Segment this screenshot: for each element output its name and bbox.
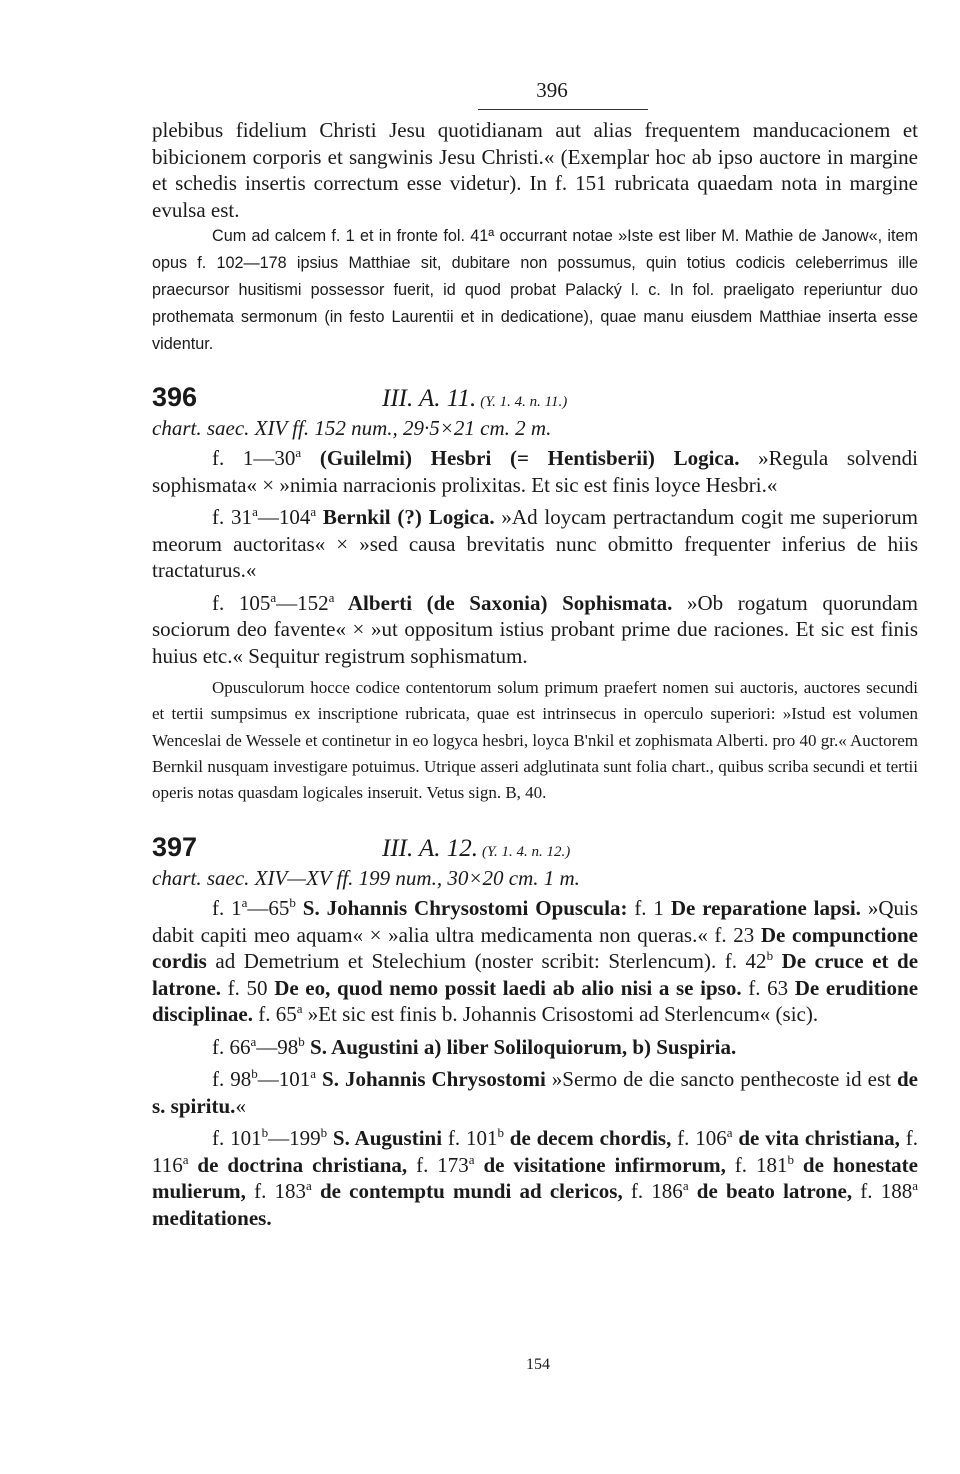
entry-397-item-2: f. 66$^a$—98$^b$ S. Augustini a) liber Soliloquiorum, b) Suspiria. — [212, 1033, 737, 1059]
page-number-top — [182, 78, 922, 109]
entry-397-item-3: f. 98$^b$—101$^a$ S. Johannis Chrysostomi »Sermo de die sancto penthecoste id est de s. spiritu.« — [152, 1066, 918, 1118]
entry-397-item-4: f. 101$^b$—199$^b$ S. Augustini f. 101$^b$ de decem chordis, f. 106$^a$ de vita christiana, f. 116$^a$ de doctrina christiana, f. 173$^a$ de visitatione infirmorum, f. 181$^b$ de honestate mulierum, f. 183$^a$ de contemptu mundi ad clericos, f. 186$^a$ de beato latrone, f. 188$^a$ meditationes. — [152, 1125, 918, 1230]
shelfmark: III. A. 12. — [382, 835, 479, 863]
document-page — [152, 78, 918, 1231]
page-number-bottom — [0, 1356, 960, 1374]
page-number-bottom-text: 154 — [526, 1356, 550, 1373]
entry-397-description: chart. saec. XIV—XV ff. 199 num., 30×20 cm. 1 m. — [152, 866, 580, 891]
entry-396-item-1: f. 1—30$^a$ (Guilelmi) Hesbri (= Hentisberii) Logica. »Regula solvendi sophismata« × »nimia narracionis prolixitas. Et sic est finis loyce Hesbri.« — [152, 445, 918, 497]
old-shelfmark: (Y. 1. 4. n. 12.) — [482, 844, 571, 861]
intro-paragraph-2: Cum ad calcem f. 1 et in fronte fol. 41ª occurrant notae »Iste est liber M. Mathie de Janow«, item opus f. 102—178 ipsius Matthiae sit, dubitare non possumus, quin totius codicis celeberrimus ille praecursor husitismi possessor fuerit, id quod probat Palacký l. c. In fol. praeligato reperiuntur duo prothemata sermonum (in festo Laurentii et in dedicatione), quae manu eiusdem Matthiae inserta esse videntur. — [152, 227, 918, 353]
entry-number: 397 — [152, 832, 198, 863]
entry-number: 396 — [152, 382, 198, 412]
intro-paragraph-1: plebibus fidelium Christi Jesu quotidianam aut alias frequentem manducacionem et bibicionem corporis et sangwinis Jesu Christi.« (Exemplar hoc ab ipso auctore in margine et schedis insertis correctum esse videtur). In f. 151 rubricata quaedam nota in margine evulsa est. — [152, 118, 918, 222]
entry-396-note: Opusculorum hocce codice contentorum solum primum praefert nomen sui auctoris, auctores secundi et tertii sumpsimus ex inscriptione rubricata, quae est intrinsecus in operculo superiori: »Istud est volumen Wenceslai de Wessele et continetur in eo logyca hesbri, loyca B'nkil et zophismata Alberti. pro 40 gr.« Auctorem Bernkil nusquam investigare potuimus. Utrique asseri adglutinata sunt folia chart., quibus scriba secundi et tertii operis notas quasdam logicales inseruit. Vetus sign. B, 40. — [152, 678, 918, 803]
entry-396-item-3: f. 105$^a$—152$^a$ Alberti (de Saxonia) Sophismata. »Ob rogatum quorundam sociorum deo favente« × »ut oppositum istius probant prime due raciones. Et sic est finis huius etc.« Sequitur registrum sophismatum. — [152, 589, 919, 668]
entry-396-heading — [152, 382, 918, 413]
header-rule — [478, 109, 648, 110]
entry-397-heading — [152, 832, 918, 863]
shelfmark: III. A. 11. — [382, 385, 477, 412]
entry-396-description: chart. saec. XIV ff. 152 num., 29·5×21 cm. 2 m. — [152, 416, 552, 440]
entry-396-item-2: f. 31$^a$—104$^a$ Bernkil (?) Logica. »Ad loycam pertractandum cogit me superiorum meorum auctoritas« × »sed causa brevitatis nunc obmitto frequenter inferius de hiis tractaturus.« — [152, 504, 919, 582]
entry-397-item-1: f. 1$^a$—65$^b$ S. Johannis Chrysostomi Opuscula: f. 1 De reparatione lapsi. »Quis dabit capiti meo aquam« × »alia ultra medicamenta non queras.« f. 23 De compunctione cordis ad Demetrium et Stelechium (noster scribit: Sterlencum). f. 42$^b$ De cruce et de latrone. f. 50 De eo, quod nemo possit laedi ab alio nisi a se ipso. f. 63 De eruditione disciplinae. f. 65$^a$ »Et sic est finis b. Johannis Crisostomi ad Sterlencum« (sic). — [152, 895, 919, 1027]
old-shelfmark: (Y. 1. 4. n. 11.) — [480, 394, 568, 410]
page-number-top-text: 396 — [536, 78, 568, 102]
